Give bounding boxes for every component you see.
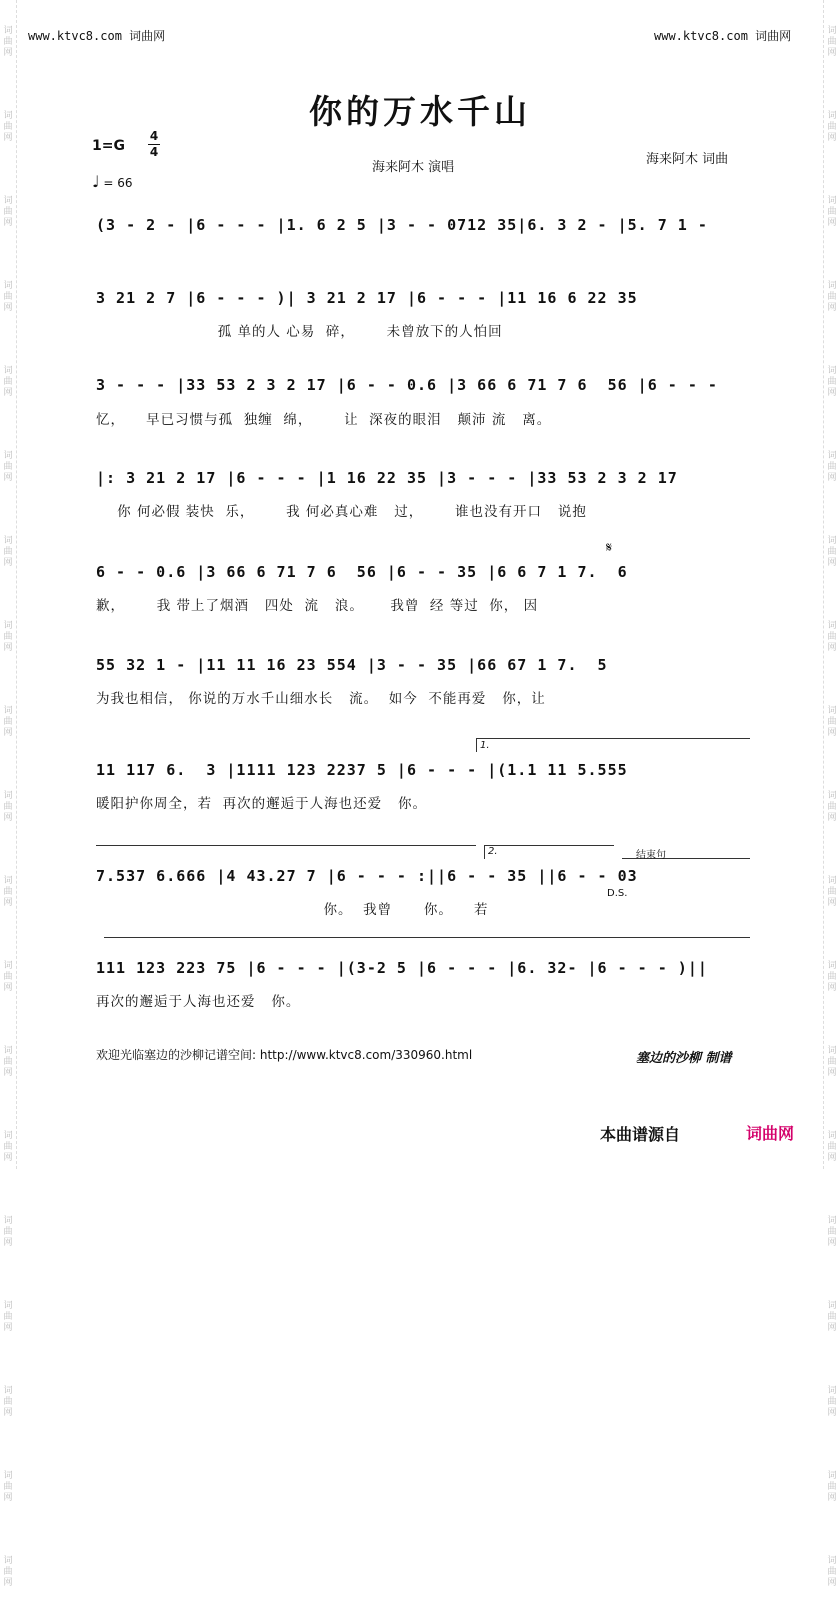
ending-1-bracket-continued	[96, 845, 476, 846]
side-watermark: 词 曲 网	[827, 451, 837, 483]
ending-1-bracket	[476, 738, 750, 739]
key-signature: 1=G	[92, 138, 125, 154]
side-watermark: 词 曲 网	[827, 196, 837, 228]
ending-2-bracket	[484, 845, 614, 846]
ending-1-label: 1.	[480, 740, 490, 751]
side-watermark: 词 曲 网	[827, 1301, 837, 1333]
side-watermark: 词 曲 网	[827, 281, 837, 313]
footer-welcome-link[interactable]: 欢迎光临塞边的沙柳记谱空间: http://www.ktvc8.com/330960.html	[96, 1048, 473, 1062]
side-watermark: 词 曲 网	[3, 281, 13, 313]
segno-mark: 𝄋	[606, 540, 613, 556]
side-watermark: 词 曲 网	[3, 1556, 13, 1588]
quarter-note-icon: ♩	[92, 172, 100, 191]
side-watermark: 词 曲 网	[827, 876, 837, 908]
score-line-1-notes: (3 - 2 - |6 - - - |1. 6 2 5 |3 - - 0712 35|6. 3 2 - |5. 7 1 -	[96, 216, 708, 234]
score-line-5-lyrics: 歉， 我 带上了烟酒 四处 流 浪。 我曾 经 等过 你， 因	[96, 598, 539, 614]
time-bottom: 4	[149, 145, 159, 159]
time-top: 4	[149, 129, 159, 143]
side-watermark: 词 曲 网	[827, 1556, 837, 1588]
side-watermark: 词 曲 网	[3, 876, 13, 908]
score-line-8-lyrics: 你。 我曾 你。 若	[96, 902, 489, 918]
side-watermark: 词 曲 网	[827, 1216, 837, 1248]
score-line-9-lyrics: 再次的邂逅于人海也还爱 你。	[96, 994, 301, 1010]
side-watermark: 词 曲 网	[3, 621, 13, 653]
singer-credit: 海来阿木 演唱	[372, 160, 455, 175]
header-site-right[interactable]: www.ktvc8.com 词曲网	[654, 29, 792, 43]
song-title: 你的万水千山	[309, 92, 531, 131]
score-line-7-lyrics: 暖阳护你周全，若 再次的邂逅于人海也还爱 你。	[96, 796, 427, 812]
tempo-value: = 66	[103, 176, 133, 190]
side-watermark: 词 曲 网	[3, 111, 13, 143]
time-signature	[148, 130, 160, 159]
side-watermark: 词 曲 网	[3, 536, 13, 568]
side-watermark: 词 曲 网	[827, 621, 837, 653]
side-watermark: 词 曲 网	[3, 961, 13, 993]
side-watermark: 词 曲 网	[827, 366, 837, 398]
header-site-left[interactable]: www.ktvc8.com 词曲网	[28, 29, 166, 43]
score-line-6-notes: 55 32 1 - |11 11 16 23 554 |3 - - 35 |66 67 1 7. 5	[96, 656, 608, 674]
side-watermark: 词 曲 网	[3, 1216, 13, 1248]
ending-1-bracket-edge	[476, 738, 477, 752]
side-watermark: 词 曲 网	[827, 536, 837, 568]
side-watermark: 词 曲 网	[827, 26, 837, 58]
side-watermark: 词 曲 网	[3, 1386, 13, 1418]
side-watermark: 词 曲 网	[3, 1131, 13, 1163]
score-line-8-notes: 7.537 6.666 |4 43.27 7 |6 - - - :||6 - - 35 ||6 - - 03	[96, 867, 638, 885]
side-watermark: 词 曲 网	[3, 791, 13, 823]
score-line-4-notes: |: 3 21 2 17 |6 - - - |1 16 22 35 |3 - - - |33 53 2 3 2 17	[96, 469, 678, 487]
score-line-5-notes: 6 - - 0.6 |3 66 6 71 7 6 56 |6 - - 35 |6 6 7 1 7. 6	[96, 563, 628, 581]
ending-2-label: 2.	[488, 846, 498, 857]
side-watermark: 词 曲 网	[827, 791, 837, 823]
left-watermark-strip	[0, 0, 17, 1588]
score-line-6-lyrics: 为我也相信， 你说的万水千山细水长 流。 如今 不能再爱 你，让	[96, 691, 546, 707]
side-watermark: 词 曲 网	[827, 1046, 837, 1078]
dal-segno-mark: D.S.	[607, 888, 628, 899]
score-line-4-lyrics: 你 何必假 装快 乐， 我 何必真心难 过， 谁也没有开口 说抱	[96, 504, 587, 520]
score-line-7-notes: 11 117 6. 3 |1111 123 2237 5 |6 - - - |(1.1 11 5.555	[96, 761, 628, 779]
side-watermark: 词 曲 网	[3, 451, 13, 483]
source-label: 本曲谱源自	[600, 1125, 681, 1144]
side-watermark: 词 曲 网	[3, 366, 13, 398]
side-watermark: 词 曲 网	[3, 1471, 13, 1503]
side-watermark: 词 曲 网	[827, 706, 837, 738]
side-watermark: 词 曲 网	[827, 1386, 837, 1418]
side-watermark: 词 曲 网	[827, 961, 837, 993]
side-watermark: 词 曲 网	[3, 196, 13, 228]
side-watermark: 词 曲 网	[3, 26, 13, 58]
side-watermark: 词 曲 网	[827, 1131, 837, 1163]
side-watermark: 词 曲 网	[3, 1046, 13, 1078]
side-watermark: 词 曲 网	[3, 1301, 13, 1333]
tempo-marking	[92, 172, 133, 191]
coda-label: 结束句	[636, 850, 666, 861]
side-watermark: 词 曲 网	[827, 1471, 837, 1503]
score-line-3-notes: 3 - - - |33 53 2 3 2 17 |6 - - 0.6 |3 66 6 71 7 6 56 |6 - - -	[96, 376, 718, 394]
ending-2-bracket-edge	[484, 845, 485, 859]
score-line-2-lyrics: 孤 单的人 心易 碎， 未曾放下的人怕回	[96, 324, 503, 340]
score-line-9-notes: 111 123 223 75 |6 - - - |(3-2 5 |6 - - - |6. 32- |6 - - - )||	[96, 959, 708, 977]
composer-credit: 海来阿木 词曲	[646, 152, 729, 167]
score-line-3-lyrics: 忆， 早已习惯与孤 独缠 绵， 让 深夜的眼泪 颠沛 流 离。	[96, 412, 552, 428]
side-watermark: 词 曲 网	[827, 111, 837, 143]
coda-bracket-continued	[104, 937, 750, 938]
side-watermark: 词 曲 网	[3, 706, 13, 738]
score-line-2-notes: 3 21 2 7 |6 - - - )| 3 21 2 17 |6 - - - |11 16 6 22 35	[96, 289, 638, 307]
site-logo[interactable]: 词曲网	[746, 1124, 795, 1143]
transcriber-credit: 塞边的沙柳 制谱	[636, 1051, 732, 1066]
right-watermark-strip	[823, 0, 840, 1588]
